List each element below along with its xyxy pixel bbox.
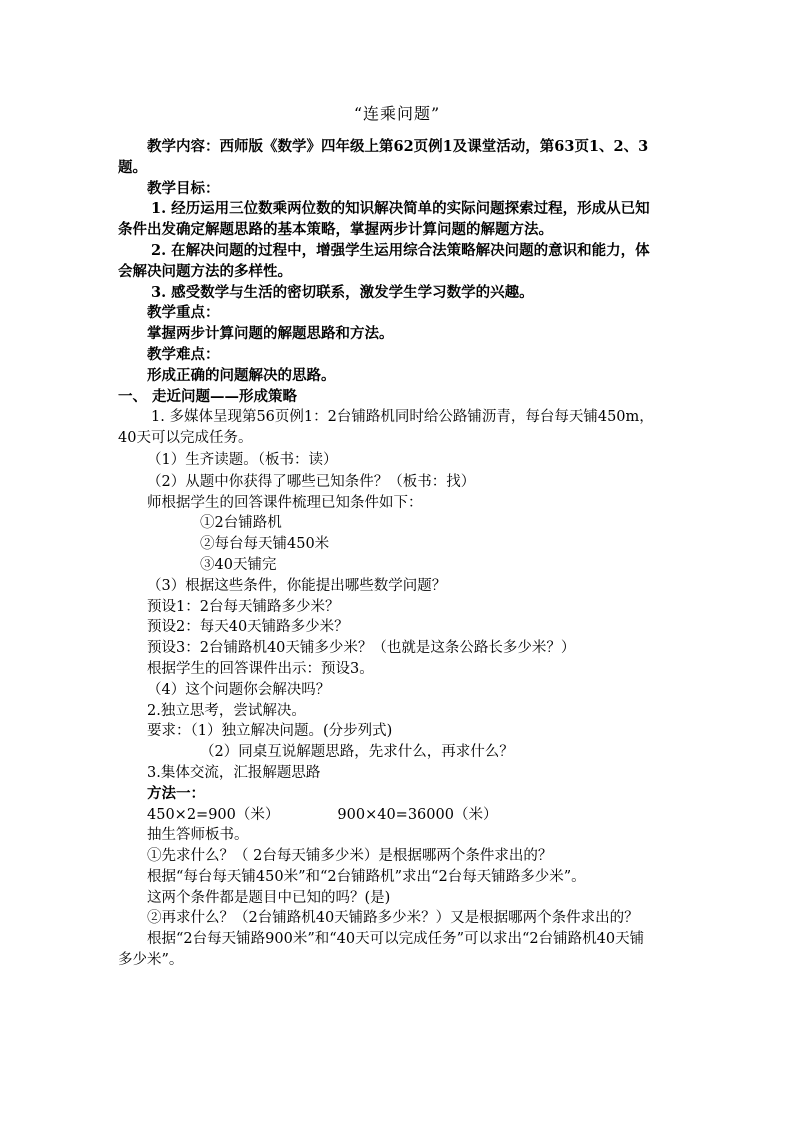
condition-2: ②每台每天铺450米 — [200, 536, 330, 553]
teaching-content: 教学内容：西师版《数学》四年级上第62页例1及课堂活动，第63页1、2、3题。 — [118, 138, 649, 176]
step-1-q3: （3）根据这些条件，你能提出哪些数学问题？ — [147, 577, 447, 594]
preset-1: 预设1：2台每天铺路多少米？ — [147, 598, 340, 615]
key-points-heading: 教学重点： — [147, 304, 220, 322]
equation-1: 450×2=900（米） — [147, 806, 280, 823]
difficulty-heading: 教学难点： — [147, 345, 220, 363]
equation-2: 900×40=36000（米） — [337, 806, 498, 823]
condition-1: ①2台铺路机 — [200, 515, 282, 532]
step-1-problem: 1. 多媒体呈现第56页例1：2台铺路机同时给公路铺沥青，每台每天铺450m，40天可以完成任务。 — [118, 409, 654, 447]
step-2-heading: 2.独立思考，尝试解决。 — [147, 702, 306, 719]
key-points-text: 掌握两步计算问题的解题思路和方法。 — [147, 325, 394, 343]
method-1-equations — [118, 805, 658, 826]
document-body — [118, 137, 658, 971]
requirement-1: 要求：（1）独立解决问题。(分步列式) — [147, 723, 393, 740]
objective-3: 3. 感受数学与生活的密切联系，激发学生学习数学的兴趣。 — [151, 283, 534, 301]
analysis-1-answer: 根据“每台每天铺450米”和“2台铺路机”求出“2台每天铺路多少米”。 — [147, 868, 586, 885]
step-1-q2: （2）从题中你获得了哪些已知条件？（板书：找） — [147, 473, 476, 490]
board-note: 抽生答师板书。 — [147, 827, 249, 844]
preset-3: 预设3：2台铺路机40天铺多少米？（也就是这条公路长多少米？） — [147, 640, 576, 657]
document-title: “连乘问题” — [353, 104, 441, 123]
analysis-1-check: 这两个条件都是题目中已知的吗？(是) — [147, 889, 391, 906]
condition-3: ③40天铺完 — [200, 556, 277, 573]
requirement-2: （2）同桌互说解题思路，先求什么，再求什么？ — [200, 744, 514, 761]
objective-1: 1. 经历运用三位数乘两位数的知识解决简单的实际问题探索过程，形成从已知条件出发确定解题思路的基本策略，掌握两步计算问题的解题方法。 — [118, 200, 650, 239]
objective-2: 2. 在解决问题的过程中，增强学生运用综合法策略解决问题的意识和能力，体会解决问题方法的多样性。 — [118, 241, 650, 280]
step-3-heading: 3.集体交流，汇报解题思路 — [147, 764, 321, 781]
step-1-q1: （1）生齐读题。（板书：读） — [147, 451, 338, 468]
section-heading-1: 一、 走近问题——形成策略 — [118, 387, 298, 405]
courseware-note: 根据学生的回答课件出示：预设3。 — [147, 660, 374, 677]
preset-2: 预设2：每天40天铺路多少米？ — [147, 619, 349, 636]
method-1-heading: 方法一： — [147, 784, 205, 802]
analysis-1: ①先求什么？（ 2台每天铺多少米）是根据哪两个条件求出的？ — [147, 848, 553, 865]
step-1-q4: （4）这个问题你会解决吗？ — [147, 681, 331, 698]
analysis-2-answer: 根据“2台每天铺路900米”和“40天可以完成任务”可以求出“2台铺路机40天铺多少米”。 — [118, 931, 645, 969]
objectives-heading: 教学目标： — [147, 179, 220, 197]
analysis-2: ②再求什么？（2台铺路机40天铺路多少米？）又是根据哪两个条件求出的？ — [147, 910, 639, 927]
teacher-note: 师根据学生的回答课件梳理已知条件如下： — [147, 494, 423, 511]
difficulty-text: 形成正确的问题解决的思路。 — [147, 366, 336, 384]
